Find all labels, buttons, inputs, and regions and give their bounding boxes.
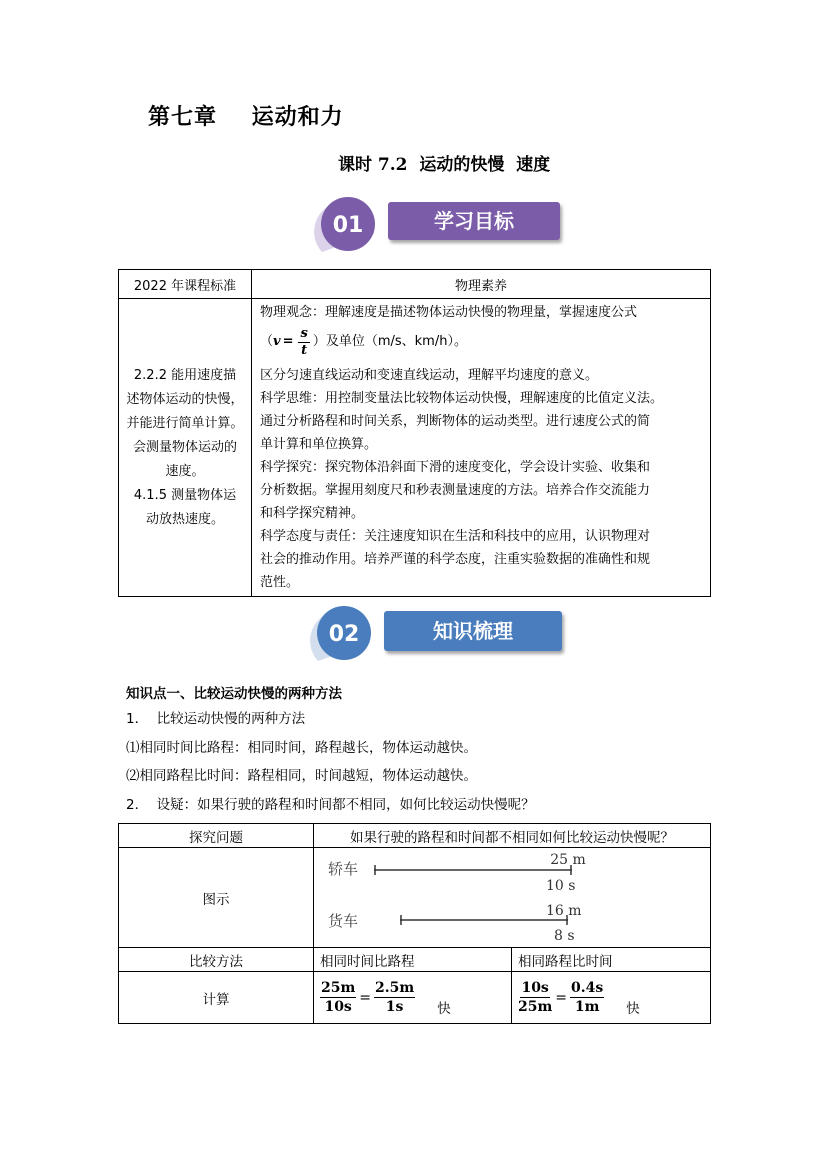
standard-line: 动放热速度。 bbox=[145, 511, 224, 527]
banner-number: 01 bbox=[332, 213, 364, 238]
banner-title: 知识梳理 bbox=[384, 611, 562, 651]
truck-label: 货车 bbox=[328, 912, 359, 930]
speed-formula: v = $\frac{s}{t}$ bbox=[273, 325, 308, 358]
calc-cell-2: $\frac{10s}{25m}$ = $\frac{0.4s}{1m}$ 快 bbox=[512, 972, 711, 1024]
goals-col2-header: 物理素养 bbox=[252, 270, 711, 299]
car-time: 10 s bbox=[546, 878, 576, 894]
formula-line: （ v = $\frac{s}{t}$ ）及单位（m/s、km/h）。 bbox=[260, 324, 702, 360]
standard-line: 会测量物体运动的 bbox=[132, 439, 237, 455]
calc-result: 快 bbox=[626, 1000, 640, 1017]
standard-line: 述物体运动的快慢， bbox=[126, 391, 244, 407]
banner-circle-icon bbox=[308, 603, 378, 665]
knowledge-item: ⑵相同路程比时间：路程相同，时间越短，物体运动越快。 bbox=[126, 768, 477, 784]
question-text: 如果行驶的路程和时间都不相同如何比较运动快慢呢？ bbox=[314, 824, 711, 848]
calc-label: 计算 bbox=[119, 972, 314, 1024]
car-label: 轿车 bbox=[328, 860, 359, 878]
literacy-line: 物理观念：理解速度是描述物体运动快慢的物理量，掌握速度公式 bbox=[260, 305, 638, 320]
chapter-title: 第七章 运动和力 bbox=[148, 104, 344, 130]
truck-time: 8 s bbox=[554, 928, 575, 944]
compare-table bbox=[118, 823, 711, 1024]
banner-circle-icon bbox=[312, 194, 382, 256]
method-label: 比较方法 bbox=[119, 948, 314, 972]
truck-distance-bar bbox=[400, 914, 570, 926]
goals-table bbox=[118, 269, 711, 597]
section-banner-knowledge bbox=[308, 603, 568, 663]
calc-cell-1: $\frac{25m}{10s}$ = $\frac{2.5m}{1s}$ 快 bbox=[314, 972, 512, 1024]
literacy-line: 单计算和单位换算。 bbox=[260, 437, 378, 452]
question-label: 探究问题 bbox=[119, 824, 314, 848]
car-distance-bar bbox=[374, 864, 574, 876]
literacy-line: 通过分析路程和时间关系，判断物体的运动类型。进行速度公式的简 bbox=[260, 414, 651, 429]
literacy-line: 和科学探究精神。 bbox=[260, 506, 365, 521]
section-banner-goals bbox=[312, 194, 572, 254]
truck-distance: 16 m bbox=[546, 903, 582, 919]
knowledge-item: 2． 设疑：如果行驶的路程和时间都不相同，如何比较运动快慢呢？ bbox=[126, 797, 535, 813]
standard-line: 速度。 bbox=[165, 463, 205, 479]
literacy-line: 科学探究：探究物体沿斜面下滑的速度变化，学会设计实验、收集和 bbox=[260, 460, 651, 475]
standard-line: 4.1.5 测量物体运 bbox=[133, 487, 237, 503]
diagram-cell bbox=[314, 848, 711, 948]
literacy-line: 区分匀速直线运动和变速直线运动，理解平均速度的意义。 bbox=[260, 368, 599, 383]
method-1: 相同时间比路程 bbox=[314, 948, 512, 972]
knowledge-item: ⑴相同时间比路程：相同时间，路程越长，物体运动越快。 bbox=[126, 740, 477, 756]
banner-number: 02 bbox=[328, 622, 360, 647]
banner-title: 学习目标 bbox=[388, 202, 560, 240]
literacy-line: 科学思维：用控制变量法比较物体运动快慢，理解速度的比值定义法。 bbox=[260, 391, 664, 406]
literacy-cell bbox=[252, 299, 711, 597]
literacy-line: 范性。 bbox=[260, 575, 300, 590]
lesson-title: 课时 7.2 运动的快慢 速度 bbox=[338, 155, 551, 175]
standard-line: 2.2.2 能用速度描 bbox=[133, 367, 237, 383]
calc-result: 快 bbox=[437, 1000, 451, 1017]
goals-col1-header: 2022 年课程标准 bbox=[119, 270, 252, 299]
literacy-line: 社会的推动作用。培养严谨的科学态度，注重实验数据的准确性和规 bbox=[260, 552, 651, 567]
literacy-line: 分析数据。掌握用刻度尺和秒表测量速度的方法。培养合作交流能力 bbox=[260, 483, 651, 498]
literacy-line: 科学态度与责任：关注速度知识在生活和科技中的应用，认识物理对 bbox=[260, 529, 651, 544]
standards-cell bbox=[119, 299, 252, 597]
knowledge-item: 1． 比较运动快慢的两种方法 bbox=[126, 711, 306, 727]
method-2: 相同路程比时间 bbox=[512, 948, 711, 972]
standard-line: 并能进行简单计算。 bbox=[126, 415, 244, 431]
knowledge-heading: 知识点一、比较运动快慢的两种方法 bbox=[126, 686, 342, 702]
diagram-label: 图示 bbox=[119, 848, 314, 948]
car-distance: 25 m bbox=[550, 852, 586, 868]
